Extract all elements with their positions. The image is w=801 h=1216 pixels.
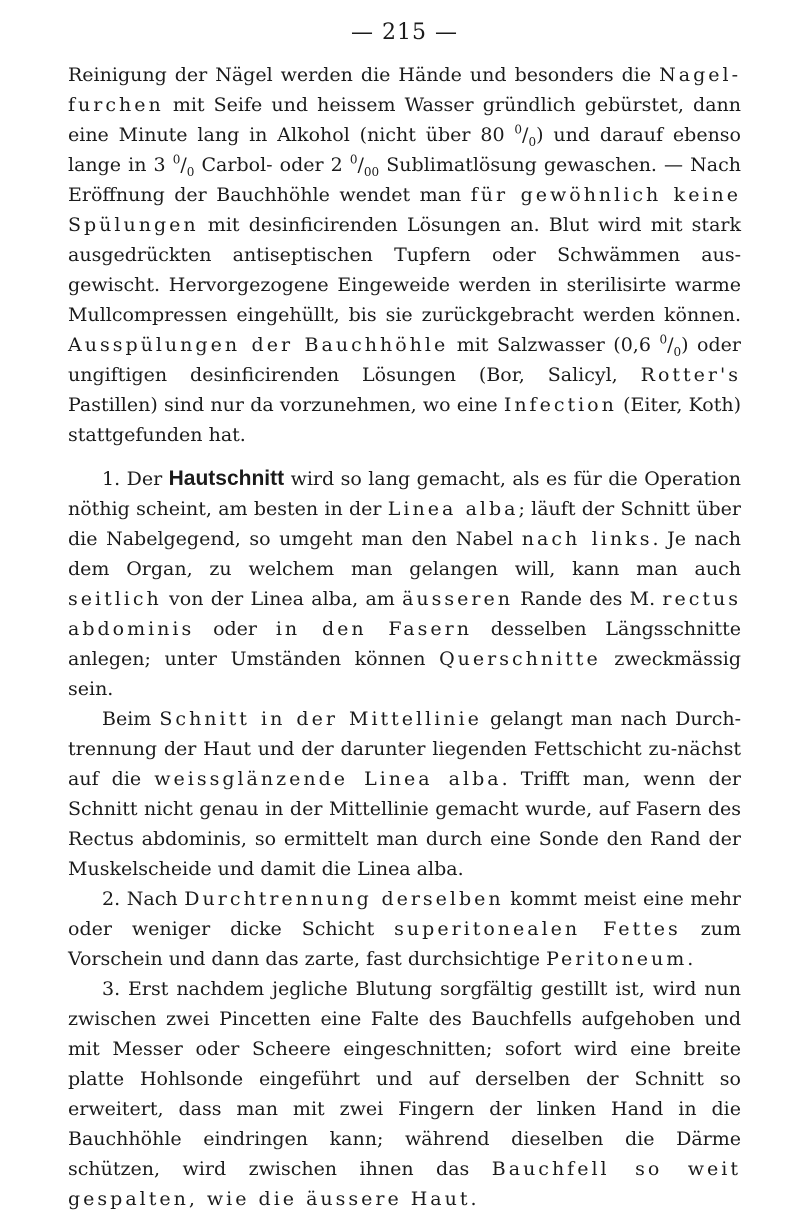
text-segment: mit Salzwasser (0,6 <box>448 334 660 356</box>
text-segment: . Je nach dem Organ, zu welchem man gelangen will, kann man auch <box>68 528 741 580</box>
paragraph-nail-cleaning <box>68 60 741 450</box>
text-segment: / <box>667 334 674 356</box>
text-segment: Beim <box>102 708 160 730</box>
text-segment: nach links <box>521 528 653 550</box>
text-segment: Ausspülungen der Bauchhöhle <box>68 334 449 356</box>
text-segment: 0 <box>659 332 668 347</box>
text-segment: von der Linea alba, am <box>161 588 403 610</box>
text-segment: Infection <box>503 394 617 416</box>
text-segment: weissglänzende Linea alba <box>154 768 502 790</box>
text-segment: Hautschnitt <box>168 467 285 490</box>
text-segment: Durchtrennung derselben <box>184 888 504 910</box>
text-segment: zum Vorschein und dann das zarte, fast durchsichtige <box>68 918 741 970</box>
text-segment: Bauchfell so weit gespalten, wie die äussere Haut <box>68 1158 741 1210</box>
text-segment: gelangt man nach Durch-trennung der Haut und der darunter liegenden Fettschicht zu-nächst auf die <box>68 708 741 790</box>
text-segment: ) oder ungiftigen desinficirenden Lösungen (Bor, Salicyl, <box>68 334 741 386</box>
text-segment: 0 <box>528 134 537 149</box>
text-segment: Sublimatlösung gewaschen. — Nach Eröffnung der Bauchhöhle wendet man <box>68 154 741 206</box>
text-segment: 3. Erst nachdem jegliche Blutung sorgfältig gestillt ist, wird nun zwischen zwei Pincetten eine Falte des Bauchfells aufgehoben und mit Messer oder Scheere eingeschnitten; sofort wird eine breite platte Hohlsonde eingeführt und auf derselben der Schnitt so erweitert, dass man mit zwei Fingern der linken Hand in die Bauchhöhle eindringen kann; während dieselben die Därme schützen, wird zwischen ihnen das <box>68 978 741 1180</box>
text-segment: Linea alba <box>387 498 519 520</box>
text-segment: 0 <box>349 152 358 167</box>
paragraph-hautschnitt <box>68 464 741 704</box>
text-segment: Querschnitte <box>439 648 601 670</box>
paragraph-bauchfell <box>68 974 741 1214</box>
text-segment: 0 <box>172 152 181 167</box>
text-segment: ) und darauf ebenso lange in 3 <box>68 124 741 176</box>
text-segment: / <box>522 124 529 146</box>
text-segment: rectus abdominis <box>68 588 742 640</box>
text-segment: zweckmässig sein. <box>68 648 742 700</box>
text-segment: Pastillen) sind nur da vorzunehmen, wo eine <box>68 394 504 416</box>
text-segment: 2. Nach <box>102 888 185 910</box>
text-segment: . Trifft man, wenn der Schnitt nicht genau in der Mittellinie gemacht wurde, auf Fasern des Rectus abdominis, so ermittelt man durch eine Sonde den Rand der Muskelscheide und damit die Linea alba. <box>68 768 741 880</box>
text-segment: seitlich <box>68 588 162 610</box>
text-segment: . <box>470 1188 477 1210</box>
text-segment: / <box>357 154 364 176</box>
text-segment: / <box>180 154 187 176</box>
paragraph-mittellinie <box>68 704 741 884</box>
paragraph-durchtrennung <box>68 884 741 974</box>
text-segment: mit Seife und heissem Wasser gründlich gebürstet, dann eine Minute lang in Alkohol (nicht über 80 <box>68 94 741 146</box>
text-segment: . <box>687 948 694 970</box>
text-segment: 0 <box>186 164 195 179</box>
text-segment: Reinigung der Nägel werden die Hände und besonders die <box>68 64 660 86</box>
text-segment: 0 <box>514 122 523 137</box>
text-segment: 0 <box>673 344 682 359</box>
text-segment: Rande des M. <box>512 588 663 610</box>
text-segment: desselben Längsschnitte anlegen; unter Umständen können <box>68 618 741 670</box>
text-segment: äusseren <box>402 588 513 610</box>
text-segment: 1. Der <box>102 468 169 490</box>
text-segment: Carbol- oder 2 <box>194 154 350 176</box>
text-segment: wird so lang gemacht, als es für die Operation nöthig scheint, am besten in der <box>68 468 741 520</box>
text-segment: Nagel-furchen <box>68 64 741 116</box>
text-segment: für gewöhnlich keine Spülungen <box>68 184 741 236</box>
text-segment: kommt meist eine mehr oder weniger dicke Schicht <box>68 888 742 940</box>
text-segment: 00 <box>363 164 380 179</box>
text-segment: Peritoneum <box>546 948 688 970</box>
text-segment: oder <box>194 618 276 640</box>
text-segment: Schnitt in der Mittellinie <box>159 708 482 730</box>
text-segment: mit desinficirenden Lösungen an. Blut wird mit stark ausgedrückten antiseptischen Tupfern oder Schwämmen aus-gewischt. Hervorgezogene Eingeweide werden in sterilisirte warme Mullcompressen eingehüllt, bis sie zurückgebracht werden können. <box>68 214 741 326</box>
page-number: — 215 — <box>351 20 458 45</box>
text-segment: superitonealen Fettes <box>394 918 681 940</box>
text-segment: (Eiter, Koth) stattgefunden hat. <box>68 394 741 446</box>
text-segment: in den Fasern <box>275 618 472 640</box>
text-segment: ; läuft der Schnitt über die Nabelgegend, so umgeht man den Nabel <box>68 498 742 550</box>
text-segment: Rotter's <box>640 364 741 386</box>
